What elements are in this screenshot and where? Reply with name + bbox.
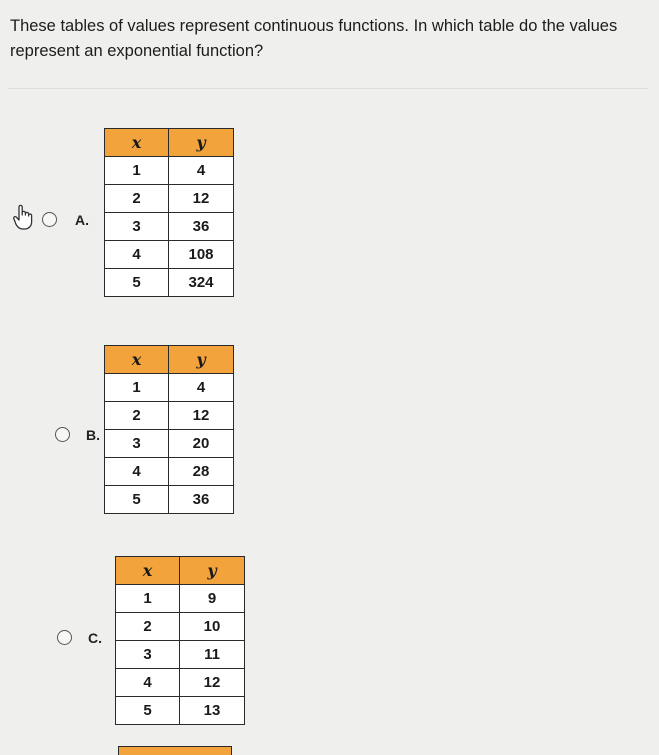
table-cell: 1 (105, 374, 169, 402)
radio-button-a[interactable] (42, 212, 57, 227)
table-cell: 4 (169, 374, 234, 402)
values-table-b (104, 345, 234, 514)
option-letter-c: C. (88, 630, 102, 646)
table-header-x: x (116, 557, 180, 585)
table-header-x: x (105, 346, 169, 374)
table-cell: 4 (116, 669, 180, 697)
question-text: These tables of values represent continuous functions. In which table do the values represent an exponential function? (10, 17, 618, 60)
values-table-a (104, 128, 234, 297)
table-cell: 20 (169, 430, 234, 458)
table-cell: 1 (105, 157, 169, 185)
table-cell: 11 (180, 641, 245, 669)
table-cell: 5 (105, 486, 169, 514)
table-cell: 108 (169, 241, 234, 269)
table-cell: 5 (105, 269, 169, 297)
table-header-y: y (169, 346, 234, 374)
table-cell: 12 (180, 669, 245, 697)
table-cell: 4 (105, 458, 169, 486)
divider (8, 88, 648, 89)
option-letter-b: B. (86, 427, 100, 443)
table-cell: 12 (169, 185, 234, 213)
table-cell: 9 (180, 585, 245, 613)
table-header-y: y (169, 129, 234, 157)
table-cell: 12 (169, 402, 234, 430)
hand-pointer-icon (12, 204, 34, 230)
table-header-x: x (105, 129, 169, 157)
table-cell: 36 (169, 486, 234, 514)
table-cell: 2 (116, 613, 180, 641)
table-cell: 4 (105, 241, 169, 269)
next-table-header-edge (118, 746, 232, 755)
radio-button-c[interactable] (57, 630, 72, 645)
table-cell: 13 (180, 697, 245, 725)
radio-button-b[interactable] (55, 427, 70, 442)
table-header-y: y (180, 557, 245, 585)
table-cell: 4 (169, 157, 234, 185)
values-table-c (115, 556, 245, 725)
table-cell: 36 (169, 213, 234, 241)
table-cell: 3 (105, 213, 169, 241)
table-cell: 2 (105, 185, 169, 213)
table-cell: 1 (116, 585, 180, 613)
table-cell: 2 (105, 402, 169, 430)
table-cell: 10 (180, 613, 245, 641)
table-cell: 3 (116, 641, 180, 669)
table-cell: 28 (169, 458, 234, 486)
table-cell: 324 (169, 269, 234, 297)
table-cell: 3 (105, 430, 169, 458)
table-cell: 5 (116, 697, 180, 725)
option-letter-a: A. (75, 212, 89, 228)
